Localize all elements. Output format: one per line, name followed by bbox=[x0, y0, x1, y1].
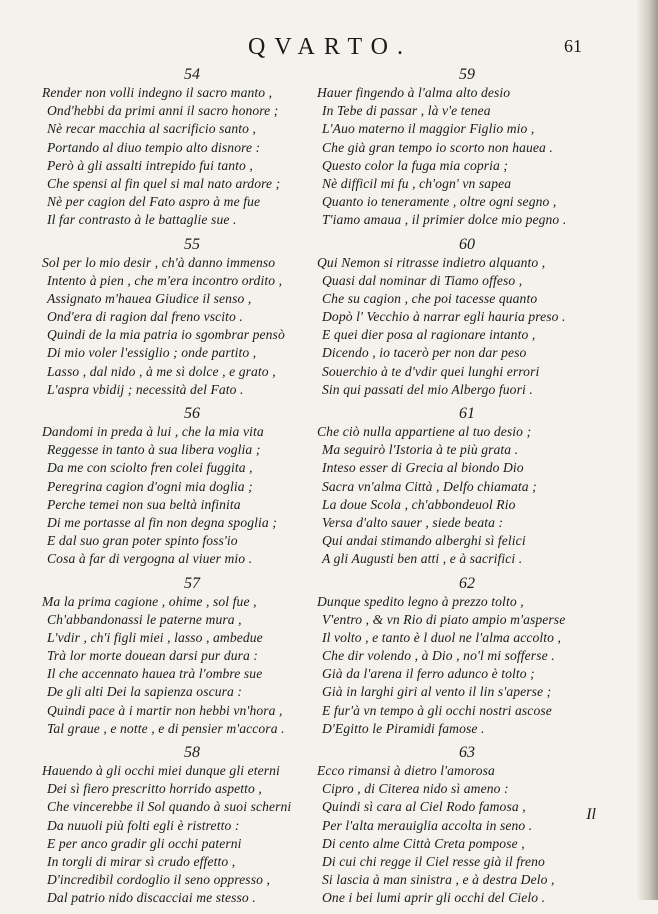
verse-line: L'vdir , ch'i figli miei , lasso , ambedue bbox=[47, 629, 263, 645]
verse-line: L'Auo materno il maggior Figlio mio , bbox=[322, 121, 535, 137]
verse-line: Qui andai stimando alberghi sì felici bbox=[322, 533, 526, 549]
stanza-number: 60 bbox=[459, 235, 475, 253]
verse-line: In Tebe di passar , là v'e tenea bbox=[322, 103, 491, 119]
verse-line: Quasi dal nominar di Tiamo offeso , bbox=[322, 272, 523, 288]
stanza bbox=[317, 66, 617, 236]
verse-line: Quindi sì cara al Ciel Rodo famosa , bbox=[322, 799, 526, 815]
verse-line: Già da l'arena il ferro adunco è tolto ; bbox=[322, 666, 535, 682]
verse-line: L'aspra vbidij ; necessità del Fato . bbox=[47, 381, 244, 397]
stanza bbox=[42, 744, 342, 914]
verse-line: E dal suo gran poter spinto foss'io bbox=[47, 533, 238, 549]
verse-line: Ecco rimansi à dietro l'amorosa bbox=[317, 763, 495, 778]
verse-line: Nè recar macchia al sacrificio santo , bbox=[47, 121, 257, 137]
verse-line: Dei sì fiero prescritto horrido aspetto , bbox=[47, 781, 262, 797]
stanza-number: 61 bbox=[459, 405, 475, 422]
verse-line: Dopò l' Vecchio à narrar egli hauria preso . bbox=[322, 309, 566, 325]
verse-line: De gli alti Dei la sapienza oscura : bbox=[47, 684, 243, 700]
verse-line: Versa d'alto sauer , siede beata : bbox=[322, 514, 504, 530]
verse-line: Già in larghi giri al vento il lin s'aperse ; bbox=[322, 684, 552, 700]
verse-line: D'incredibil cordoglio il seno oppresso , bbox=[47, 872, 270, 888]
stanza bbox=[317, 236, 617, 406]
verse-line: Nè difficil mi fu , ch'ogn' vn sapea bbox=[322, 175, 512, 191]
verse-line: Dandomi in preda à lui , che la mia vita bbox=[42, 424, 264, 439]
verse-line: E fur'à vn tempo à gli occhi nostri ascose bbox=[322, 702, 552, 718]
stanza bbox=[42, 66, 342, 236]
right-column bbox=[317, 66, 617, 914]
verse-line: Di cui chi regge il Ciel resse già il freno bbox=[322, 853, 545, 869]
verse-line: Sol per lo mio desir , ch'à danno immenso bbox=[42, 254, 276, 270]
verse-line: Si lascia à man sinistra , e à destra Delo , bbox=[322, 872, 555, 888]
verse-line: Di mio voler l'essiglio ; onde partito , bbox=[47, 345, 257, 361]
verse-line: Ond'era di ragion dal freno vscito . bbox=[47, 309, 243, 325]
stanza-number: 59 bbox=[459, 66, 475, 83]
verse-line: Nè per cagion del Fato aspro à me fue bbox=[47, 194, 261, 210]
page-gutter-shadow bbox=[636, 0, 658, 900]
verse-line: Il volto , e tanto è l duol ne l'alma accolto , bbox=[322, 629, 562, 645]
verse-line: Per l'alta merauiglia accolta in seno . bbox=[322, 817, 533, 833]
verse-line: Ma la prima cagione , ohime , sol fue , bbox=[42, 593, 257, 609]
stanza bbox=[317, 405, 617, 575]
stanza bbox=[317, 575, 617, 745]
verse-line: E quei dier posa al ragionare intanto , bbox=[322, 327, 536, 343]
verse-line: Di me portasse al fin non degna spoglia ; bbox=[47, 514, 277, 530]
stanza-number: 55 bbox=[184, 235, 200, 253]
verse-line: Reggesse in tanto à sua libera voglia ; bbox=[47, 442, 261, 458]
verse-line: Sin qui passati del mio Albergo fuori . bbox=[322, 381, 533, 397]
verse-line: Hauer fingendo à l'alma alto desio bbox=[317, 85, 511, 100]
verse-line: Di cento alme Città Creta pompose , bbox=[322, 835, 525, 851]
verse-line: Che ciò nulla appartiene al tuo desio ; bbox=[317, 424, 532, 439]
stanza bbox=[42, 405, 342, 575]
verse-line: Cosa à far di vergogna al viuer mio . bbox=[47, 551, 253, 567]
verse-line: Quanto io teneramente , oltre ogni segno , bbox=[322, 194, 557, 210]
stanza-number: 63 bbox=[459, 744, 475, 761]
verse-line: In torgli di mirar sì crudo effetto , bbox=[47, 853, 236, 869]
verse-line: Hauendo à gli occhi miei dunque gli eterni bbox=[42, 763, 280, 778]
verse-line: Che spensi al fin quel si mal nato ardore ; bbox=[47, 175, 281, 191]
verse-line: Quindi de la mia patria io sgombrar pensò bbox=[47, 327, 285, 343]
stanza-number: 58 bbox=[184, 744, 200, 761]
stanza bbox=[317, 744, 617, 914]
verse-line: Il che accennato hauea trà l'ombre sue bbox=[47, 666, 263, 682]
verse-line: Ma seguirò l'Istoria à te più grata . bbox=[322, 442, 519, 458]
verse-line: Da me con sciolto fren colei fuggita , bbox=[47, 460, 253, 476]
verse-line: Che vincerebbe il Sol quando à suoi scherni bbox=[47, 799, 292, 815]
verse-line: Dunque spedito legno à prezzo tolto , bbox=[317, 593, 524, 609]
verse-line: Che dir volendo , à Dio , no'l mi sofferse . bbox=[322, 648, 555, 664]
verse-line: Dal patrio nido discacciai me stesso . bbox=[47, 890, 256, 906]
verse-line: Tal graue , e notte , e di pensier m'accora . bbox=[47, 720, 285, 736]
stanza-number: 54 bbox=[184, 66, 200, 83]
running-title: QVARTO. bbox=[247, 34, 413, 60]
verse-line: Che già gran tempo io scorto non hauea . bbox=[322, 139, 553, 155]
verse-line: Ch'abbandonassi le paterne mura , bbox=[47, 611, 242, 627]
verse-line: D'Egitto le Piramidi famose . bbox=[322, 720, 485, 736]
stanza bbox=[42, 236, 342, 406]
stanza-number: 62 bbox=[459, 574, 475, 592]
stanza bbox=[42, 575, 342, 745]
verse-line: Il far contrasto à le battaglie sue . bbox=[47, 212, 237, 228]
catchword: Il bbox=[586, 806, 596, 823]
verse-line: Però à gli assalti intrepido fui tanto , bbox=[47, 157, 253, 173]
left-column bbox=[42, 66, 342, 914]
verse-line: Assignato m'hauea Giudice il senso , bbox=[47, 290, 252, 306]
verse-line: Sacra vn'alma Città , Delfo chiamata ; bbox=[322, 478, 537, 494]
verse-line: Quindi pace à i martir non hebbi vn'hora , bbox=[47, 702, 283, 718]
verse-line: Render non volli indegno il sacro manto , bbox=[42, 85, 273, 100]
stanza-number: 57 bbox=[184, 574, 200, 592]
verse-line: A gli Augusti ben atti , e à sacrifici . bbox=[322, 551, 523, 567]
verse-line: Questo color la fuga mia copria ; bbox=[322, 157, 509, 173]
verse-line: Da nuuoli più folti egli è ristretto : bbox=[47, 817, 240, 833]
stanza-number: 56 bbox=[184, 405, 200, 422]
verse-line: E per anco gradir gli occhi paterni bbox=[47, 835, 242, 851]
verse-line: One i bei lumi aprir gli occhi del Cielo . bbox=[322, 890, 546, 906]
verse-line: Perche temei non sua beltà infinita bbox=[47, 496, 241, 512]
verse-line: Intento à pien , che m'era incontro ordito , bbox=[47, 272, 283, 288]
verse-line: Souerchio à te d'vdir quei lunghi errori bbox=[322, 363, 540, 379]
verse-line: Inteso esser di Grecia al biondo Dio bbox=[322, 460, 524, 476]
page-number: 61 bbox=[564, 36, 582, 56]
verse-line: V'entro , & vn Rio di piato ampio m'asperse bbox=[322, 611, 566, 627]
verse-line: Trà lor morte douean darsi pur dura : bbox=[47, 648, 259, 664]
verse-line: Peregrina cagion d'ogni mia doglia ; bbox=[47, 478, 253, 494]
verse-line: Che su cagion , che poi tacesse quanto bbox=[322, 290, 538, 306]
verse-line: La doue Scola , ch'abbondeuol Rio bbox=[322, 496, 516, 512]
verse-line: T'iamo amaua , il primier dolce mio pegno . bbox=[322, 212, 567, 228]
verse-line: Dicendo , io tacerò per non dar peso bbox=[322, 345, 527, 361]
page-header bbox=[0, 34, 640, 64]
verse-line: Cipro , di Citerea nido sì ameno : bbox=[322, 781, 509, 797]
verse-line: Qui Nemon si ritrasse indietro alquanto , bbox=[317, 254, 546, 270]
verse-line: Lasso , dal nido , à me sì dolce , e grato , bbox=[47, 363, 276, 379]
verse-line: Ond'hebbi da primi anni il sacro honore ; bbox=[47, 103, 279, 119]
verse-line: Portando al diuo tempio alto disnore : bbox=[47, 139, 261, 155]
